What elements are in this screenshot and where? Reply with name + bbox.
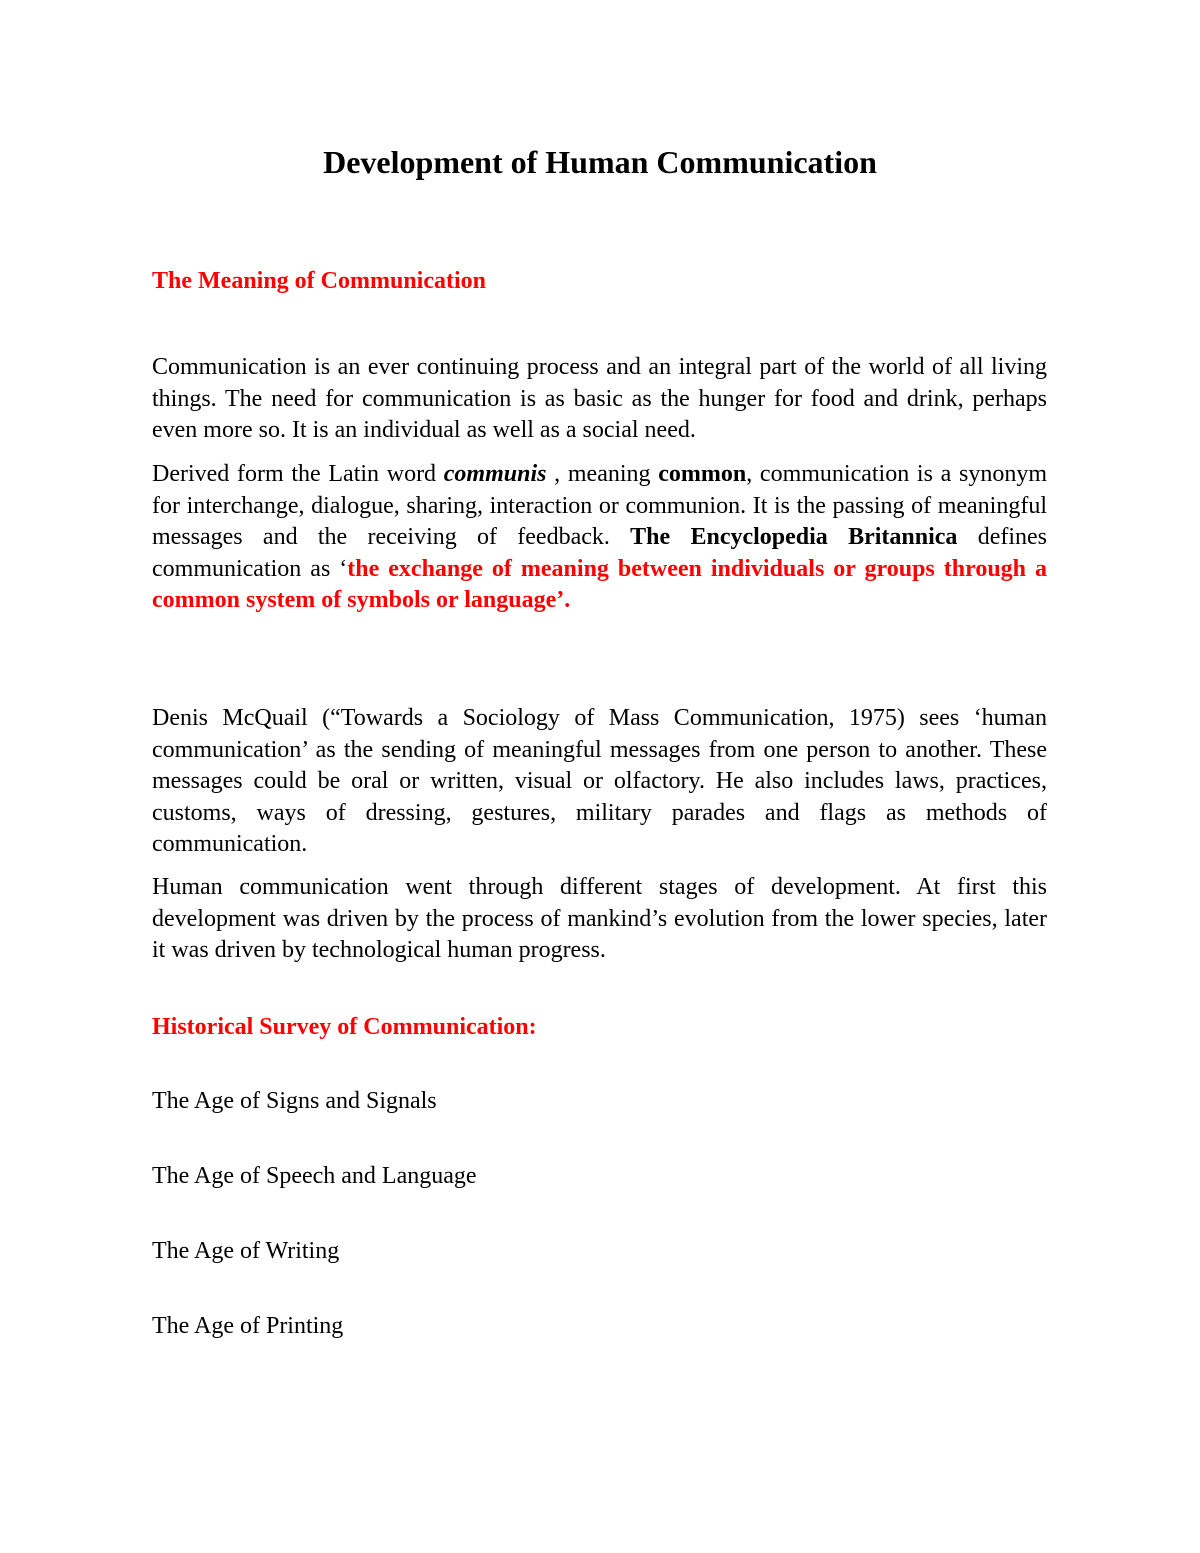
age-item: The Age of Writing: [152, 1238, 340, 1264]
section-heading-meaning: The Meaning of Communication: [152, 268, 487, 294]
definition-text-3: , communication is a synonym for interchange, dialogue, sharing, interaction or communion. It is the passing of meaningful messages and the receiving of feedback.: [152, 461, 1048, 550]
encyclopedia-name: The Encyclopedia Britannica: [630, 524, 958, 550]
definition-text-5: ’.: [556, 587, 571, 613]
age-item: The Age of Printing: [152, 1313, 344, 1339]
age-item: The Age of Speech and Language: [152, 1163, 477, 1189]
section-heading-historical: Historical Survey of Communication:: [152, 1014, 537, 1040]
paragraph-definition: [152, 459, 1047, 617]
document-title: Development of Human Communication: [323, 144, 877, 180]
definition-text-1: Derived form the Latin word: [152, 461, 444, 487]
definition-text-2: , meaning: [546, 461, 659, 487]
paragraph-development: Human communication went through different stages of development. At first this development was driven by the process of mankind’s evolution from the lower species, later it was driven by technological human progress.: [152, 874, 1047, 963]
britannica-quote: the exchange of meaning between individuals or groups through a common system of symbols or language: [152, 555, 1048, 613]
paragraph-mcquail: Denis McQuail (“Towards a Sociology of Mass Communication, 1975) sees ‘human communication’ as the sending of meaningful messages from one person to another. These messages could be oral or written, visual or olfactory. He also includes laws, practices, customs, ways of dressing, gestures, military parades and flags as methods of communication.: [152, 705, 1047, 857]
latin-word: communis: [443, 461, 547, 487]
definition-text-4: defines communication as ‘: [152, 524, 1048, 582]
paragraph-intro: Communication is an ever continuing process and an integral part of the world of all living things. The need for communication is as basic as the hunger for food and drink, perhaps even more so. It is an individual as well as a social need.: [152, 354, 1047, 443]
common-word: common: [658, 461, 747, 487]
age-item: The Age of Signs and Signals: [152, 1088, 437, 1114]
